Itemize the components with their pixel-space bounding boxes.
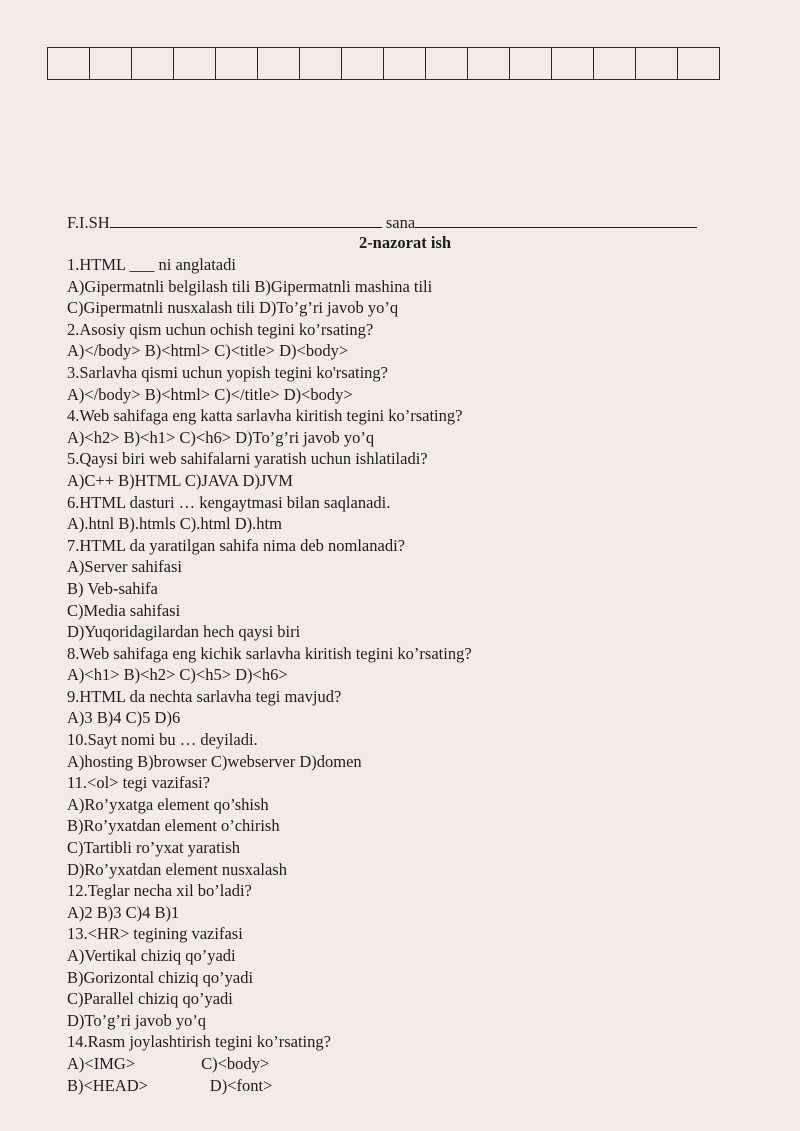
question-line: 13.<HR> tegining vazifasi (67, 924, 243, 944)
fish-blank[interactable] (110, 210, 382, 228)
answer-grid-cell[interactable] (174, 48, 216, 80)
answer-grid-cell[interactable] (90, 48, 132, 80)
page-title: 2-nazorat ish (358, 233, 452, 252)
question-line: A)Server sahifasi (67, 557, 183, 577)
question-line: C)Parallel chiziq qo’yadi (67, 989, 233, 1009)
answer-grid-cell[interactable] (552, 48, 594, 80)
answer-grid-cell[interactable] (258, 48, 300, 80)
name-date-line (67, 210, 723, 234)
question-line: A)Gipermatnli belgilash tili B)Gipermatnli mashina tili (67, 276, 433, 296)
question-line: A)<h2> B)<h1> C)<h6> D)To’g’ri javob yo’q (67, 427, 375, 447)
date-blank[interactable] (415, 210, 697, 228)
question-line: 10.Sayt nomi bu … deyiladi. (67, 730, 258, 750)
question-line: B)Gorizontal chiziq qo’yadi (67, 967, 254, 987)
question-list (67, 254, 747, 1096)
question-line: A).htnl B).htmls C).html D).htm (67, 514, 282, 534)
question-line: D)To’g’ri javob yo’q (67, 1010, 207, 1030)
question-line: A)3 B)4 C)5 D)6 (67, 708, 181, 728)
answer-grid-cell[interactable] (636, 48, 678, 80)
question-line: A)C++ B)HTML C)JAVA D)JVM (67, 470, 293, 490)
question-line: A)<IMG> C)<body> (67, 1053, 270, 1073)
answer-grid-row (48, 48, 720, 80)
answer-grid-cell[interactable] (300, 48, 342, 80)
date-label: sana (385, 213, 416, 232)
question-line: B) Veb-sahifa (67, 578, 158, 598)
question-line: A)Ro’yxatga element qo’shish (67, 794, 269, 814)
question-line: 5.Qaysi biri web sahifalarni yaratish uchun ishlatiladi? (67, 449, 428, 469)
question-line: C)Media sahifasi (67, 600, 181, 620)
answer-grid-cell[interactable] (132, 48, 174, 80)
question-line: A)Vertikal chiziq qo’yadi (67, 946, 236, 965)
answer-grid-cell[interactable] (594, 48, 636, 80)
question-line: A)<h1> B)<h2> C)<h5> D)<h6> (67, 665, 288, 685)
question-line: 7.HTML da yaratilgan sahifa nima deb nomlanadi? (67, 535, 405, 555)
answer-grid-cell[interactable] (510, 48, 552, 80)
question-line: 3.Sarlavha qismi uchun yopish tegini ko'rsating? (67, 362, 389, 382)
question-line: 1.HTML ___ ni anglatadi (67, 255, 236, 274)
question-line: 14.Rasm joylashtirish tegini ko’rsating? (67, 1032, 331, 1052)
answer-grid-cell[interactable] (426, 48, 468, 80)
answer-grid-cell[interactable] (678, 48, 720, 80)
question-line: A)2 B)3 C)4 B)1 (67, 902, 180, 922)
question-line: 4.Web sahifaga eng katta sarlavha kiritish tegini ko’rsating? (67, 406, 463, 426)
answer-grid-cell[interactable] (468, 48, 510, 80)
question-line: D)Yuqoridagilardan hech qaysi biri (67, 622, 301, 642)
question-line: C)Gipermatnli nusxalash tili D)To’g’ri javob yo’q (67, 298, 399, 318)
question-line: 9.HTML da nechta sarlavha tegi mavjud? (67, 686, 342, 706)
question-line: 2.Asosiy qism uchun ochish tegini ko’rsating? (67, 319, 374, 339)
answer-grid-cell[interactable] (216, 48, 258, 80)
question-line: A)hosting B)browser C)webserver D)domen (67, 751, 362, 771)
answer-grid-cell[interactable] (48, 48, 90, 80)
answer-grid-cell[interactable] (384, 48, 426, 80)
question-line: D)Ro’yxatdan element nusxalash (67, 859, 287, 879)
answer-grid-cell[interactable] (342, 48, 384, 80)
answer-grid (47, 47, 720, 80)
question-line: B)Ro’yxatdan element o’chirish (67, 816, 280, 836)
question-line: 8.Web sahifaga eng kichik sarlavha kiritish tegini ko’rsating? (67, 643, 472, 663)
question-line: B)<HEAD> D)<font> (67, 1075, 273, 1095)
question-line: A)</body> B)<html> C)</title> D)<body> (67, 384, 353, 404)
fish-label: F.I.SH (67, 213, 110, 232)
question-line: 6.HTML dasturi … kengaytmasi bilan saqlanadi. (67, 492, 391, 512)
question-line: 12.Teglar necha xil bo’ladi? (67, 881, 252, 901)
question-line: C)Tartibli ro’yxat yaratish (67, 838, 240, 858)
question-line: 11.<ol> tegi vazifasi? (67, 773, 211, 793)
question-line: A)</body> B)<html> C)<title> D)<body> (67, 341, 349, 361)
